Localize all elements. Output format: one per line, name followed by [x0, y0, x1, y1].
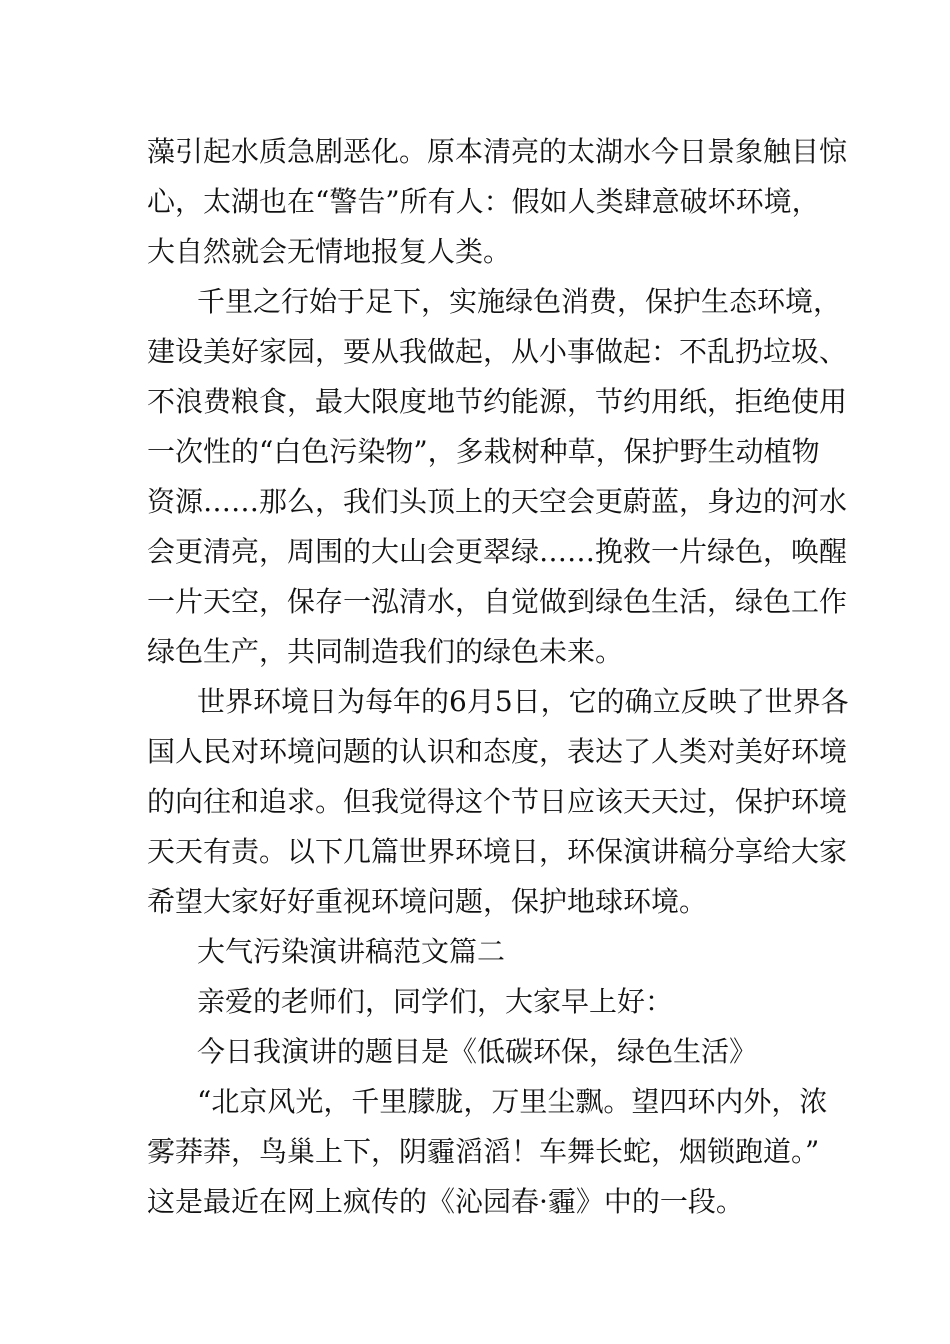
text-line: 资源……那么，我们头顶上的天空会更蔚蓝，身边的河水 — [147, 485, 848, 518]
greeting-line: 亲爱的老师们，同学们，大家早上好： — [197, 985, 674, 1018]
text-line: 一次性的“白色污染物”，多栽树种草，保护野生动植物 — [147, 435, 820, 468]
text-line: 雾莽莽，鸟巢上下，阴霾滔滔！车舞长蛇，烟锁跑道。” — [147, 1135, 820, 1168]
text-line: 不浪费粮食，最大限度地节约能源，节约用纸，拒绝使用 — [147, 385, 848, 418]
text-line: 国人民对环境问题的认识和态度，表达了人类对美好环境 — [147, 735, 848, 768]
text-line: 千里之行始于足下，实施绿色消费，保护生态环境， — [197, 285, 842, 318]
text-line: 一片天空，保存一泓清水，自觉做到绿色生活，绿色工作 — [147, 585, 848, 618]
text-line: 绿色生产，共同制造我们的绿色未来。 — [147, 635, 624, 668]
text-line: 心，太湖也在“警告”所有人：假如人类肆意破坏环境， — [147, 185, 820, 218]
text-line: 会更清亮，周围的大山会更翠绿……挽救一片绿色，唤醒 — [147, 535, 848, 568]
text-line: 藻引起水质急剧恶化。原本清亮的太湖水今日景象触目惊 — [147, 135, 848, 168]
text-line: 建设美好家园，要从我做起，从小事做起：不乱扔垃圾、 — [147, 335, 848, 368]
text-line: 大自然就会无情地报复人类。 — [147, 235, 512, 268]
speech-title-line: 今日我演讲的题目是《低碳环保，绿色生活》 — [197, 1035, 758, 1068]
text-line: 的向往和追求。但我觉得这个节日应该天天过，保护环境 — [147, 785, 848, 818]
section-heading: 大气污染演讲稿范文篇二 — [197, 935, 506, 968]
text-line: 希望大家好好重视环境问题，保护地球环境。 — [147, 885, 708, 918]
text-line: 这是最近在网上疯传的《沁园春·霾》中的一段。 — [147, 1185, 744, 1218]
text-line: 天天有责。以下几篇世界环境日，环保演讲稿分享给大家 — [147, 835, 848, 868]
text-line: “北京风光，千里朦胧，万里尘飘。望四环内外，浓 — [197, 1085, 828, 1118]
text-line: 世界环境日为每年的6月5日，它的确立反映了世界各 — [197, 685, 849, 718]
